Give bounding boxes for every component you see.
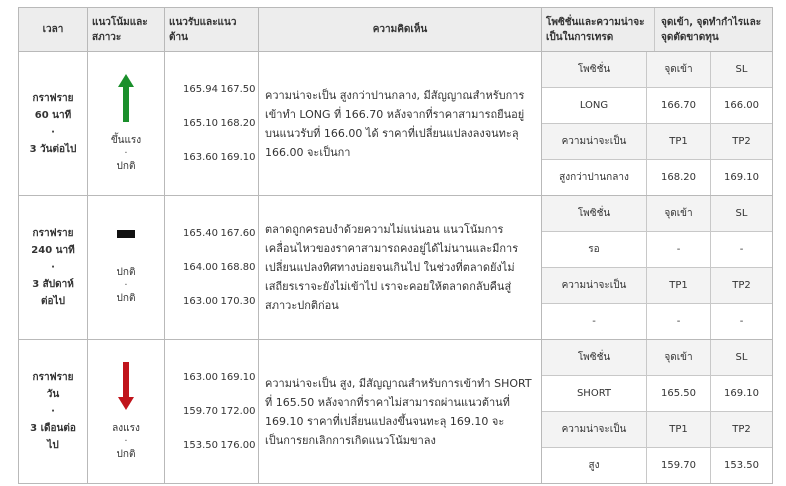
position-grid-cell: สูงกว่าปานกลาง (559, 172, 629, 183)
position-grid-cell: โพซิชั่น (542, 196, 647, 232)
position-grid (542, 196, 772, 339)
position-grid-cell: รอ (542, 232, 647, 268)
trend-label: · (124, 435, 128, 447)
support-value: 163.00 (183, 296, 218, 307)
position-grid-row (542, 448, 772, 484)
header-support-resistance: แนวรับและแนวต้าน (165, 8, 259, 52)
position-grid-row (542, 52, 772, 88)
position-grid-cell: 166.00 (711, 88, 773, 124)
resistance-value: 168.20 (220, 118, 256, 129)
position-grid-cell: LONG (542, 88, 647, 124)
position-grid-cell: SHORT (542, 376, 647, 412)
header-entry: จุดเข้า, จุดทำกำไรและจุดตัดขาดทุน (655, 8, 773, 51)
position-grid-cell: จุดเข้า (647, 340, 711, 376)
timeframe-line: 240 นาที (31, 245, 75, 256)
position-grid-cell: SL (711, 52, 773, 88)
position-grid-cell: โพซิชั่น (542, 340, 647, 376)
timeframe-line: ต่อไป (41, 296, 65, 307)
green-up-arrow-icon (118, 74, 134, 122)
support-value: 165.40 (183, 228, 218, 239)
timeframe-line: กราฟราย (32, 92, 74, 104)
position-grid-cell: SL (711, 196, 773, 232)
position-grid-cell: - (711, 232, 773, 268)
trend-label: ปกติ (116, 160, 136, 172)
header-comment: ความคิดเห็น (259, 8, 542, 52)
timeframe-cell (19, 340, 88, 484)
position-grid-cell: ความน่าจะเป็น (542, 124, 647, 160)
resistance-value: 170.30 (220, 296, 256, 307)
timeframe-line: 3 เดือนต่อ (30, 423, 76, 434)
resistance-value: 169.10 (220, 152, 256, 163)
position-grid-row (542, 232, 772, 268)
timeframe-line: · (51, 262, 55, 273)
resistance-value: 169.10 (220, 372, 256, 383)
position-grid-row (542, 88, 772, 124)
position-grid-cell: 169.10 (711, 376, 773, 412)
position-grid-cell: จุดเข้า (647, 52, 711, 88)
position-grid (542, 52, 772, 195)
sr-list (165, 361, 258, 463)
sr-level-row (183, 395, 258, 429)
position-grid-cell: - (647, 304, 711, 340)
position-grid-cell: 153.50 (711, 448, 773, 484)
trend-box (88, 74, 164, 174)
header-time: เวลา (19, 8, 88, 52)
position-grid-cell: SL (711, 340, 773, 376)
sr-level-row (183, 361, 258, 395)
position-grid-cell: TP2 (711, 412, 773, 448)
position-grid-row (542, 124, 772, 160)
support-resistance-cell (165, 340, 259, 484)
comment-cell: ความน่าจะเป็น สูงกว่าปานกลาง, มีสัญญาณสำหรับการเข้าทำ LONG ที่ 166.70 หลังจากที่ราคาสามารถยืนอยู่บนแนวรับที่ 166.00 ได้ ราคาที่เปลี่ยนแปลงลงจนทะลุ 166.00 จะเป็นกา (259, 52, 542, 196)
trend-cell (88, 340, 165, 484)
position-grid-cell: ความน่าจะเป็น (542, 412, 647, 448)
position-cell (542, 52, 773, 196)
sr-level-row (183, 217, 258, 251)
timeframe-line: ไป (47, 440, 59, 451)
resistance-value: 167.60 (220, 228, 256, 239)
position-grid-cell: 159.70 (647, 448, 711, 484)
signal-row (19, 52, 773, 196)
position-grid-cell: TP2 (711, 268, 773, 304)
position-grid-cell: 165.50 (647, 376, 711, 412)
position-grid-row (542, 160, 772, 196)
position-grid-row (542, 196, 772, 232)
position-grid-row (542, 376, 772, 412)
trend-label: · (124, 147, 128, 159)
sr-level-row (183, 107, 258, 141)
support-value: 163.60 (183, 152, 218, 163)
sr-level-row (183, 429, 258, 463)
position-grid-cell: 169.10 (711, 160, 773, 196)
position-grid-cell: จุดเข้า (647, 196, 711, 232)
position-grid-cell: TP2 (711, 124, 773, 160)
support-resistance-cell (165, 196, 259, 340)
trading-signals-table (18, 7, 773, 484)
timeframe-cell (19, 196, 88, 340)
trend-cell (88, 52, 165, 196)
timeframe-line: · (51, 126, 55, 138)
sr-level-row (183, 285, 258, 319)
support-value: 165.94 (183, 84, 218, 95)
trend-label: ปกติ (116, 448, 136, 460)
support-value: 165.10 (183, 118, 218, 129)
timeframe-cell (19, 52, 88, 196)
position-grid-row (542, 340, 772, 376)
sr-level-row (183, 141, 258, 175)
trend-label: ปกติ (116, 292, 136, 304)
position-grid-cell: - (647, 232, 711, 268)
trend-cell (88, 196, 165, 340)
position-grid (542, 340, 772, 483)
position-grid-cell: สูง (588, 460, 600, 471)
resistance-value: 167.50 (220, 84, 256, 95)
red-down-arrow-icon (118, 362, 134, 410)
position-grid-row (542, 304, 772, 340)
comment-cell: ตลาดถูกครอบงำด้วยความไม่แน่นอน แนวโน้มการเคลื่อนไหวของราคาสามารถคงอยู่ได้ไม่นานและมีการเปลี่ยนแปลงทิศทางบ่อยจนเกินไป ในช่วงที่ตลาดยังไม่เสถียรเราจะยังไม่เข้าไป เราจะคอยให้ตลาดกลับคืนสู่สภาวะปกติก่อน (259, 196, 542, 340)
timeframe-line: กราฟราย (32, 372, 74, 383)
trend-label: ลงแรง (112, 422, 140, 434)
position-grid-cell: 166.70 (647, 88, 711, 124)
position-grid-cell: ความน่าจะเป็น (542, 268, 647, 304)
sr-list (165, 217, 258, 319)
support-value: 159.70 (183, 406, 218, 417)
position-cell (542, 340, 773, 484)
comment-cell: ความน่าจะเป็น สูง, มีสัญญาณสำหรับการเข้าทำ SHORT ที่ 165.50 หลังจากที่ราคาไม่สามารถผ่านแนวต้านที่ 169.10 ราคาที่เปลี่ยนแปลงขึ้นจนทะลุ 169.10 จะเป็นการยกเลิกการเกิดแนวโน้มขาลง (259, 340, 542, 484)
timeframe-line: กราฟราย (32, 228, 74, 239)
support-value: 163.00 (183, 372, 218, 383)
sr-list (165, 73, 258, 175)
trend-label: ขึ้นแรง (110, 134, 142, 146)
timeframe-line: 60 นาที (34, 109, 72, 121)
position-grid-cell: TP1 (647, 268, 711, 304)
signal-row (19, 340, 773, 484)
resistance-value: 172.00 (220, 406, 256, 417)
header-position-entry (542, 8, 773, 52)
signal-row (19, 196, 773, 340)
timeframe-line: 3 วันต่อไป (29, 143, 77, 155)
position-grid-row (542, 268, 772, 304)
support-value: 164.00 (183, 262, 218, 273)
position-grid-cell: TP1 (647, 412, 711, 448)
position-grid-cell: - (592, 316, 596, 327)
support-value: 153.50 (183, 440, 218, 451)
header-position: โพซิชั่นและความน่าจะเป็นในการเทรด (542, 8, 655, 51)
flat-dash-icon (117, 230, 135, 238)
timeframe-line: วัน (46, 389, 60, 400)
position-cell (542, 196, 773, 340)
support-resistance-cell (165, 52, 259, 196)
resistance-value: 176.00 (220, 440, 256, 451)
position-grid-cell: TP1 (647, 124, 711, 160)
position-grid-cell: - (711, 304, 773, 340)
trend-box (88, 362, 164, 462)
trend-label: ปกติ (116, 266, 136, 278)
position-grid-row (542, 412, 772, 448)
timeframe-line: · (51, 406, 55, 417)
trend-label: · (124, 279, 128, 291)
sr-level-row (183, 73, 258, 107)
header-trend: แนวโน้มและสภาวะ (88, 8, 165, 52)
trend-box (88, 230, 164, 306)
position-grid-cell: 168.20 (647, 160, 711, 196)
sr-level-row (183, 251, 258, 285)
position-grid-cell: โพซิชั่น (542, 52, 647, 88)
resistance-value: 168.80 (220, 262, 256, 273)
timeframe-line: 3 สัปดาห์ (32, 279, 74, 290)
